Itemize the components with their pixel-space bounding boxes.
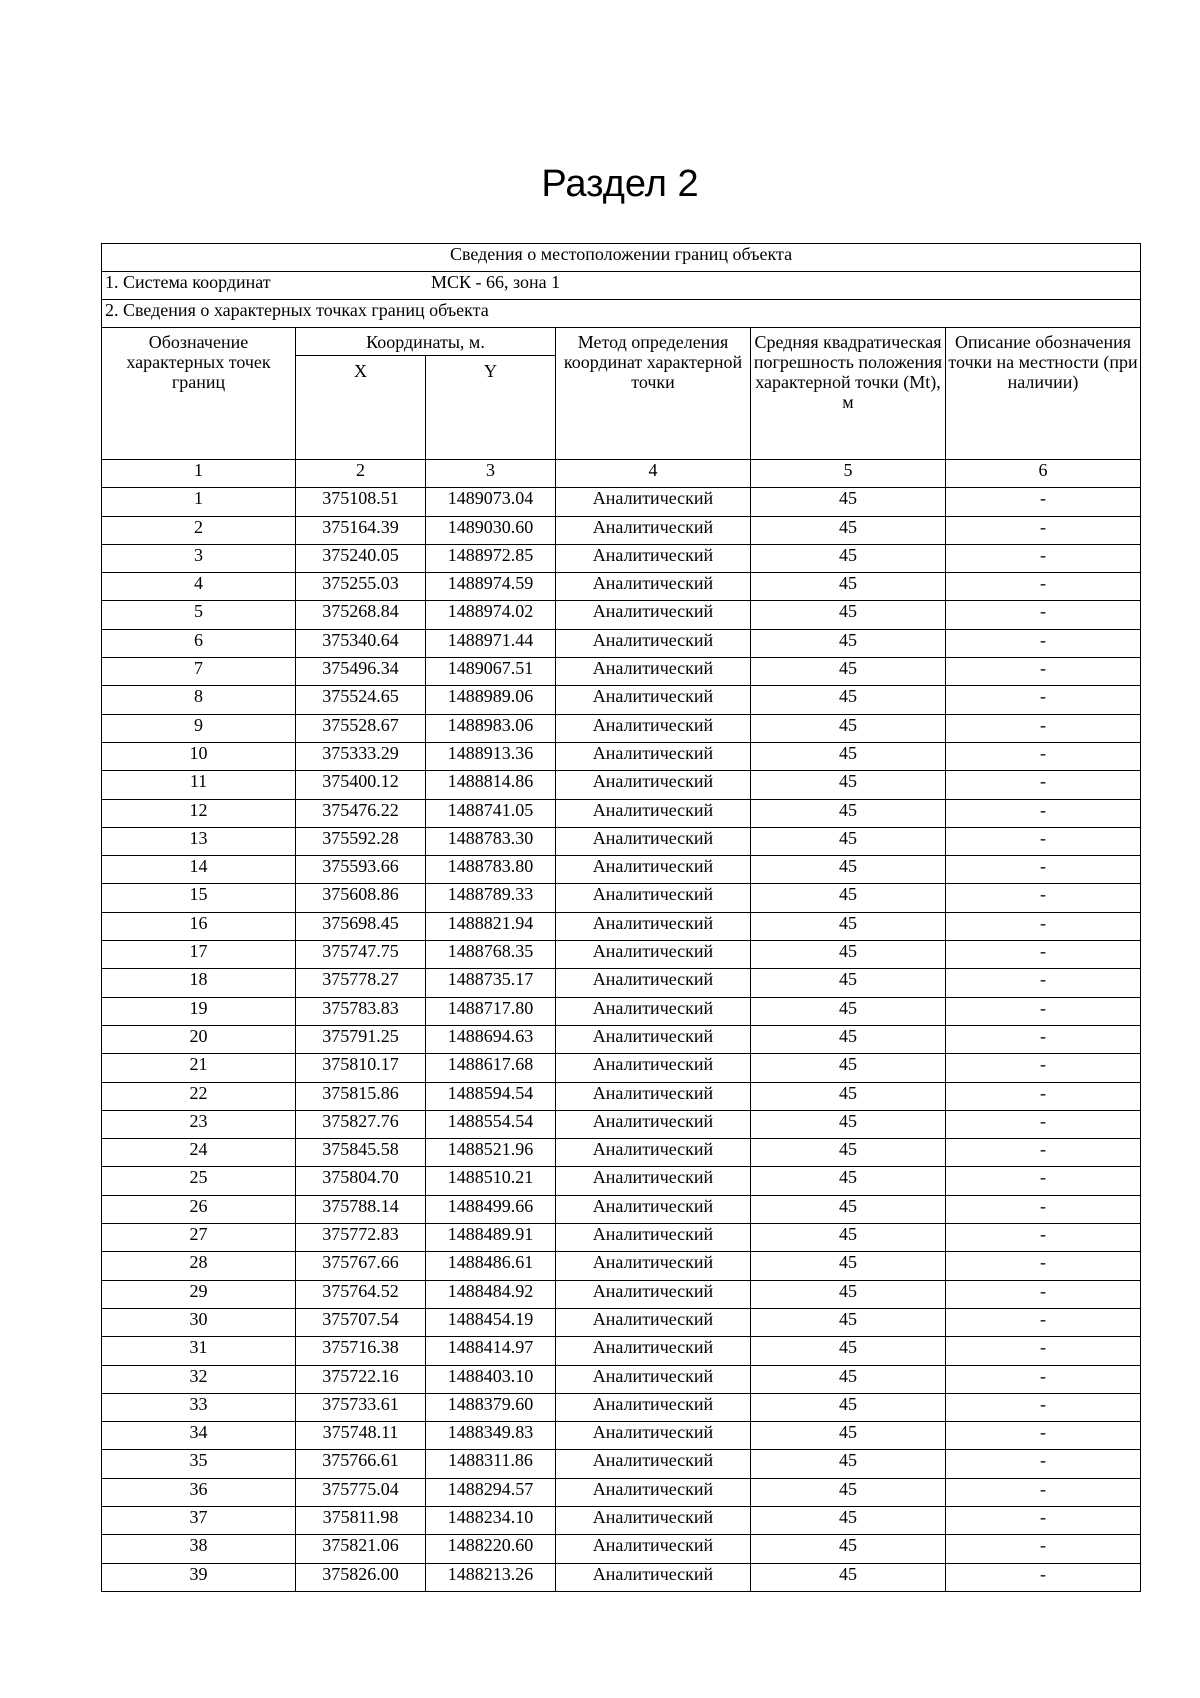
table-row bbox=[102, 997, 1141, 1025]
cell-coord-x: 375608.86 bbox=[296, 884, 426, 912]
cell-coord-x: 375400.12 bbox=[296, 771, 426, 799]
cell-coord-y: 1488783.80 bbox=[426, 856, 556, 884]
coord-system-label: 1. Система координат bbox=[105, 272, 271, 292]
cell-coord-x: 375764.52 bbox=[296, 1280, 426, 1308]
cell-coord-y: 1488554.54 bbox=[426, 1110, 556, 1138]
cell-description: - bbox=[946, 1252, 1141, 1280]
cell-coord-x: 375827.76 bbox=[296, 1110, 426, 1138]
cell-description: - bbox=[946, 969, 1141, 997]
cell-description: - bbox=[946, 1450, 1141, 1478]
cell-point-number: 3 bbox=[102, 544, 296, 572]
cell-coord-x: 375804.70 bbox=[296, 1167, 426, 1195]
cell-coord-y: 1488972.85 bbox=[426, 544, 556, 572]
cell-method: Аналитический bbox=[556, 1110, 751, 1138]
cell-coord-y: 1488234.10 bbox=[426, 1506, 556, 1534]
cell-point-number: 6 bbox=[102, 629, 296, 657]
table-row bbox=[102, 771, 1141, 799]
cell-coord-y: 1488694.63 bbox=[426, 1025, 556, 1053]
cell-method: Аналитический bbox=[556, 1478, 751, 1506]
cell-mean-error: 45 bbox=[751, 601, 946, 629]
table-row bbox=[102, 1280, 1141, 1308]
cell-coord-y: 1488294.57 bbox=[426, 1478, 556, 1506]
cell-point-number: 11 bbox=[102, 771, 296, 799]
cell-mean-error: 45 bbox=[751, 969, 946, 997]
cell-coord-x: 375164.39 bbox=[296, 516, 426, 544]
cell-coord-x: 375707.54 bbox=[296, 1308, 426, 1336]
cell-method: Аналитический bbox=[556, 969, 751, 997]
cell-mean-error: 45 bbox=[751, 997, 946, 1025]
cell-point-number: 35 bbox=[102, 1450, 296, 1478]
cell-coord-y: 1488489.91 bbox=[426, 1224, 556, 1252]
cell-coord-y: 1488486.61 bbox=[426, 1252, 556, 1280]
cell-description: - bbox=[946, 1478, 1141, 1506]
table-row bbox=[102, 941, 1141, 969]
cell-mean-error: 45 bbox=[751, 1450, 946, 1478]
table-row bbox=[102, 1167, 1141, 1195]
table-row bbox=[102, 969, 1141, 997]
cell-coord-x: 375826.00 bbox=[296, 1563, 426, 1591]
table-row bbox=[102, 1195, 1141, 1223]
cell-coord-x: 375778.27 bbox=[296, 969, 426, 997]
cell-point-number: 33 bbox=[102, 1393, 296, 1421]
header-coordinates: Координаты, м. bbox=[296, 328, 556, 356]
table-row bbox=[102, 1025, 1141, 1053]
cell-description: - bbox=[946, 544, 1141, 572]
cell-method: Аналитический bbox=[556, 516, 751, 544]
cell-coord-y: 1488971.44 bbox=[426, 629, 556, 657]
cell-coord-y: 1488814.86 bbox=[426, 771, 556, 799]
cell-description: - bbox=[946, 884, 1141, 912]
cell-method: Аналитический bbox=[556, 573, 751, 601]
cell-description: - bbox=[946, 742, 1141, 770]
cell-point-number: 36 bbox=[102, 1478, 296, 1506]
cell-point-number: 1 bbox=[102, 488, 296, 516]
cell-point-number: 18 bbox=[102, 969, 296, 997]
cell-coord-x: 375810.17 bbox=[296, 1054, 426, 1082]
cell-coord-x: 375716.38 bbox=[296, 1337, 426, 1365]
cell-coord-y: 1488213.26 bbox=[426, 1563, 556, 1591]
cell-coord-y: 1488783.30 bbox=[426, 827, 556, 855]
cell-coord-y: 1488379.60 bbox=[426, 1393, 556, 1421]
cell-coord-y: 1488717.80 bbox=[426, 997, 556, 1025]
cell-coord-y: 1488974.59 bbox=[426, 573, 556, 601]
cell-description: - bbox=[946, 1393, 1141, 1421]
table-row bbox=[102, 1506, 1141, 1534]
cell-description: - bbox=[946, 1224, 1141, 1252]
cell-method: Аналитический bbox=[556, 997, 751, 1025]
cell-coord-x: 375788.14 bbox=[296, 1195, 426, 1223]
cell-point-number: 34 bbox=[102, 1422, 296, 1450]
cell-mean-error: 45 bbox=[751, 1563, 946, 1591]
cell-method: Аналитический bbox=[556, 1563, 751, 1591]
cell-coord-x: 375333.29 bbox=[296, 742, 426, 770]
cell-mean-error: 45 bbox=[751, 884, 946, 912]
table-row bbox=[102, 1478, 1141, 1506]
cell-description: - bbox=[946, 1422, 1141, 1450]
cell-mean-error: 45 bbox=[751, 1365, 946, 1393]
column-number: 2 bbox=[296, 460, 426, 488]
cell-coord-x: 375108.51 bbox=[296, 488, 426, 516]
table-row bbox=[102, 742, 1141, 770]
cell-mean-error: 45 bbox=[751, 573, 946, 601]
cell-mean-error: 45 bbox=[751, 1535, 946, 1563]
cell-mean-error: 45 bbox=[751, 1506, 946, 1534]
cell-mean-error: 45 bbox=[751, 1139, 946, 1167]
table-row bbox=[102, 1563, 1141, 1591]
cell-coord-y: 1488220.60 bbox=[426, 1535, 556, 1563]
cell-coord-y: 1488768.35 bbox=[426, 941, 556, 969]
cell-point-number: 39 bbox=[102, 1563, 296, 1591]
cell-mean-error: 45 bbox=[751, 629, 946, 657]
table-row bbox=[102, 1139, 1141, 1167]
cell-mean-error: 45 bbox=[751, 1337, 946, 1365]
cell-mean-error: 45 bbox=[751, 856, 946, 884]
cell-description: - bbox=[946, 856, 1141, 884]
table-row bbox=[102, 488, 1141, 516]
cell-point-number: 25 bbox=[102, 1167, 296, 1195]
cell-method: Аналитический bbox=[556, 856, 751, 884]
cell-coord-y: 1488414.97 bbox=[426, 1337, 556, 1365]
cell-mean-error: 45 bbox=[751, 1167, 946, 1195]
cell-method: Аналитический bbox=[556, 1393, 751, 1421]
table-row bbox=[102, 601, 1141, 629]
cell-point-number: 37 bbox=[102, 1506, 296, 1534]
cell-method: Аналитический bbox=[556, 799, 751, 827]
cell-method: Аналитический bbox=[556, 488, 751, 516]
cell-method: Аналитический bbox=[556, 1280, 751, 1308]
cell-method: Аналитический bbox=[556, 544, 751, 572]
table-row bbox=[102, 516, 1141, 544]
cell-point-number: 19 bbox=[102, 997, 296, 1025]
cell-method: Аналитический bbox=[556, 912, 751, 940]
cell-mean-error: 45 bbox=[751, 1422, 946, 1450]
cell-description: - bbox=[946, 658, 1141, 686]
table-row bbox=[102, 884, 1141, 912]
cell-method: Аналитический bbox=[556, 742, 751, 770]
column-number: 3 bbox=[426, 460, 556, 488]
cell-method: Аналитический bbox=[556, 1224, 751, 1252]
cell-point-number: 38 bbox=[102, 1535, 296, 1563]
cell-coord-x: 375766.61 bbox=[296, 1450, 426, 1478]
boundary-points-table bbox=[101, 243, 1141, 1592]
cell-point-number: 14 bbox=[102, 856, 296, 884]
cell-mean-error: 45 bbox=[751, 1224, 946, 1252]
cell-method: Аналитический bbox=[556, 1506, 751, 1534]
cell-mean-error: 45 bbox=[751, 488, 946, 516]
cell-description: - bbox=[946, 1308, 1141, 1336]
cell-point-number: 23 bbox=[102, 1110, 296, 1138]
cell-coord-y: 1488510.21 bbox=[426, 1167, 556, 1195]
cell-description: - bbox=[946, 1280, 1141, 1308]
cell-coord-y: 1488789.33 bbox=[426, 884, 556, 912]
cell-point-number: 7 bbox=[102, 658, 296, 686]
cell-mean-error: 45 bbox=[751, 1308, 946, 1336]
column-number: 6 bbox=[946, 460, 1141, 488]
cell-point-number: 24 bbox=[102, 1139, 296, 1167]
cell-coord-y: 1488403.10 bbox=[426, 1365, 556, 1393]
cell-mean-error: 45 bbox=[751, 1110, 946, 1138]
cell-coord-y: 1488594.54 bbox=[426, 1082, 556, 1110]
table-row bbox=[102, 1224, 1141, 1252]
cell-description: - bbox=[946, 488, 1141, 516]
cell-method: Аналитический bbox=[556, 884, 751, 912]
cell-coord-y: 1488821.94 bbox=[426, 912, 556, 940]
cell-coord-x: 375592.28 bbox=[296, 827, 426, 855]
table-row bbox=[102, 1337, 1141, 1365]
cell-point-number: 15 bbox=[102, 884, 296, 912]
table-row bbox=[102, 1450, 1141, 1478]
cell-method: Аналитический bbox=[556, 658, 751, 686]
header-point-designation: Обозначение характерных точек границ bbox=[102, 328, 296, 460]
column-number: 4 bbox=[556, 460, 751, 488]
cell-coord-x: 375733.61 bbox=[296, 1393, 426, 1421]
table-row bbox=[102, 912, 1141, 940]
table-caption: Сведения о местоположении границ объекта bbox=[102, 244, 1141, 272]
cell-mean-error: 45 bbox=[751, 1195, 946, 1223]
cell-coord-y: 1488454.19 bbox=[426, 1308, 556, 1336]
cell-point-number: 30 bbox=[102, 1308, 296, 1336]
cell-description: - bbox=[946, 601, 1141, 629]
cell-coord-x: 375772.83 bbox=[296, 1224, 426, 1252]
cell-description: - bbox=[946, 516, 1141, 544]
cell-point-number: 17 bbox=[102, 941, 296, 969]
cell-coord-y: 1489030.60 bbox=[426, 516, 556, 544]
cell-point-number: 10 bbox=[102, 742, 296, 770]
table-row bbox=[102, 544, 1141, 572]
cell-coord-x: 375821.06 bbox=[296, 1535, 426, 1563]
cell-method: Аналитический bbox=[556, 1082, 751, 1110]
table-row bbox=[102, 1054, 1141, 1082]
cell-method: Аналитический bbox=[556, 1308, 751, 1336]
cell-description: - bbox=[946, 799, 1141, 827]
cell-mean-error: 45 bbox=[751, 912, 946, 940]
cell-coord-y: 1488989.06 bbox=[426, 686, 556, 714]
cell-mean-error: 45 bbox=[751, 1252, 946, 1280]
section2-label: 2. Сведения о характерных точках границ объекта bbox=[102, 300, 1141, 328]
cell-coord-x: 375496.34 bbox=[296, 658, 426, 686]
cell-method: Аналитический bbox=[556, 1252, 751, 1280]
cell-method: Аналитический bbox=[556, 1365, 751, 1393]
cell-coord-y: 1488521.96 bbox=[426, 1139, 556, 1167]
cell-mean-error: 45 bbox=[751, 1393, 946, 1421]
cell-coord-y: 1488974.02 bbox=[426, 601, 556, 629]
cell-coord-x: 375722.16 bbox=[296, 1365, 426, 1393]
cell-description: - bbox=[946, 1054, 1141, 1082]
cell-coord-x: 375815.86 bbox=[296, 1082, 426, 1110]
cell-point-number: 4 bbox=[102, 573, 296, 601]
cell-point-number: 21 bbox=[102, 1054, 296, 1082]
cell-description: - bbox=[946, 573, 1141, 601]
cell-description: - bbox=[946, 1365, 1141, 1393]
cell-coord-y: 1488484.92 bbox=[426, 1280, 556, 1308]
cell-description: - bbox=[946, 1110, 1141, 1138]
cell-mean-error: 45 bbox=[751, 1280, 946, 1308]
cell-coord-x: 375775.04 bbox=[296, 1478, 426, 1506]
column-number: 1 bbox=[102, 460, 296, 488]
table-row bbox=[102, 1365, 1141, 1393]
cell-point-number: 20 bbox=[102, 1025, 296, 1053]
cell-coord-x: 375268.84 bbox=[296, 601, 426, 629]
cell-mean-error: 45 bbox=[751, 516, 946, 544]
cell-description: - bbox=[946, 629, 1141, 657]
cell-description: - bbox=[946, 1337, 1141, 1365]
table-row bbox=[102, 1393, 1141, 1421]
table-row bbox=[102, 827, 1141, 855]
header-x: X bbox=[296, 356, 426, 460]
cell-point-number: 5 bbox=[102, 601, 296, 629]
cell-method: Аналитический bbox=[556, 941, 751, 969]
cell-point-number: 8 bbox=[102, 686, 296, 714]
header-method: Метод определения координат характерной точки bbox=[556, 328, 751, 460]
cell-description: - bbox=[946, 1563, 1141, 1591]
table-row bbox=[102, 1535, 1141, 1563]
cell-coord-y: 1488617.68 bbox=[426, 1054, 556, 1082]
cell-method: Аналитический bbox=[556, 1422, 751, 1450]
cell-description: - bbox=[946, 912, 1141, 940]
cell-point-number: 16 bbox=[102, 912, 296, 940]
cell-coord-x: 375845.58 bbox=[296, 1139, 426, 1167]
cell-point-number: 28 bbox=[102, 1252, 296, 1280]
cell-coord-y: 1488913.36 bbox=[426, 742, 556, 770]
cell-description: - bbox=[946, 1139, 1141, 1167]
table-row bbox=[102, 799, 1141, 827]
cell-method: Аналитический bbox=[556, 714, 751, 742]
cell-method: Аналитический bbox=[556, 1535, 751, 1563]
cell-point-number: 26 bbox=[102, 1195, 296, 1223]
column-number: 5 bbox=[751, 460, 946, 488]
cell-coord-y: 1488311.86 bbox=[426, 1450, 556, 1478]
table-row bbox=[102, 1422, 1141, 1450]
cell-method: Аналитический bbox=[556, 771, 751, 799]
cell-mean-error: 45 bbox=[751, 771, 946, 799]
cell-point-number: 32 bbox=[102, 1365, 296, 1393]
cell-coord-x: 375698.45 bbox=[296, 912, 426, 940]
table-row bbox=[102, 1252, 1141, 1280]
cell-coord-x: 375255.03 bbox=[296, 573, 426, 601]
table-row bbox=[102, 686, 1141, 714]
table-row bbox=[102, 1082, 1141, 1110]
cell-method: Аналитический bbox=[556, 827, 751, 855]
page-title: Раздел 2 bbox=[541, 163, 699, 205]
cell-coord-x: 375783.83 bbox=[296, 997, 426, 1025]
cell-coord-x: 375476.22 bbox=[296, 799, 426, 827]
cell-coord-x: 375240.05 bbox=[296, 544, 426, 572]
cell-method: Аналитический bbox=[556, 1450, 751, 1478]
cell-mean-error: 45 bbox=[751, 827, 946, 855]
cell-mean-error: 45 bbox=[751, 658, 946, 686]
cell-description: - bbox=[946, 771, 1141, 799]
table-row bbox=[102, 1110, 1141, 1138]
cell-coord-y: 1488735.17 bbox=[426, 969, 556, 997]
cell-coord-y: 1488349.83 bbox=[426, 1422, 556, 1450]
cell-point-number: 12 bbox=[102, 799, 296, 827]
header-description: Описание обозначения точки на местности (при наличии) bbox=[946, 328, 1141, 460]
header-y: Y bbox=[426, 356, 556, 460]
cell-coord-x: 375340.64 bbox=[296, 629, 426, 657]
header-mean-error: Средняя квадратическая погрешность положения характерной точки (Mt), м bbox=[751, 328, 946, 460]
cell-description: - bbox=[946, 1535, 1141, 1563]
cell-method: Аналитический bbox=[556, 1195, 751, 1223]
cell-coord-y: 1489067.51 bbox=[426, 658, 556, 686]
table-row bbox=[102, 856, 1141, 884]
cell-description: - bbox=[946, 1506, 1141, 1534]
cell-method: Аналитический bbox=[556, 629, 751, 657]
cell-coord-y: 1488983.06 bbox=[426, 714, 556, 742]
cell-method: Аналитический bbox=[556, 1167, 751, 1195]
cell-point-number: 22 bbox=[102, 1082, 296, 1110]
cell-mean-error: 45 bbox=[751, 1054, 946, 1082]
cell-method: Аналитический bbox=[556, 1054, 751, 1082]
cell-coord-y: 1488741.05 bbox=[426, 799, 556, 827]
cell-point-number: 13 bbox=[102, 827, 296, 855]
cell-point-number: 2 bbox=[102, 516, 296, 544]
cell-point-number: 29 bbox=[102, 1280, 296, 1308]
table-row bbox=[102, 1308, 1141, 1336]
cell-point-number: 31 bbox=[102, 1337, 296, 1365]
table-row bbox=[102, 573, 1141, 601]
cell-description: - bbox=[946, 941, 1141, 969]
table-row bbox=[102, 658, 1141, 686]
cell-coord-y: 1489073.04 bbox=[426, 488, 556, 516]
cell-description: - bbox=[946, 714, 1141, 742]
cell-coord-x: 375524.65 bbox=[296, 686, 426, 714]
cell-coord-x: 375791.25 bbox=[296, 1025, 426, 1053]
cell-method: Аналитический bbox=[556, 1025, 751, 1053]
cell-coord-x: 375767.66 bbox=[296, 1252, 426, 1280]
cell-mean-error: 45 bbox=[751, 799, 946, 827]
cell-description: - bbox=[946, 1025, 1141, 1053]
coord-system-row bbox=[102, 272, 1141, 300]
cell-coord-x: 375528.67 bbox=[296, 714, 426, 742]
cell-mean-error: 45 bbox=[751, 1478, 946, 1506]
coord-system-value: МСК - 66, зона 1 bbox=[431, 272, 561, 292]
cell-point-number: 27 bbox=[102, 1224, 296, 1252]
cell-coord-x: 375811.98 bbox=[296, 1506, 426, 1534]
cell-mean-error: 45 bbox=[751, 1025, 946, 1053]
cell-method: Аналитический bbox=[556, 1139, 751, 1167]
cell-method: Аналитический bbox=[556, 1337, 751, 1365]
cell-mean-error: 45 bbox=[751, 544, 946, 572]
cell-description: - bbox=[946, 1167, 1141, 1195]
cell-coord-y: 1488499.66 bbox=[426, 1195, 556, 1223]
cell-mean-error: 45 bbox=[751, 742, 946, 770]
cell-mean-error: 45 bbox=[751, 714, 946, 742]
cell-description: - bbox=[946, 997, 1141, 1025]
table-row bbox=[102, 714, 1141, 742]
column-numbers-row bbox=[102, 460, 1141, 488]
cell-description: - bbox=[946, 827, 1141, 855]
cell-coord-x: 375747.75 bbox=[296, 941, 426, 969]
cell-method: Аналитический bbox=[556, 601, 751, 629]
cell-coord-x: 375748.11 bbox=[296, 1422, 426, 1450]
table-row bbox=[102, 629, 1141, 657]
cell-method: Аналитический bbox=[556, 686, 751, 714]
cell-point-number: 9 bbox=[102, 714, 296, 742]
cell-description: - bbox=[946, 1195, 1141, 1223]
cell-description: - bbox=[946, 686, 1141, 714]
cell-coord-x: 375593.66 bbox=[296, 856, 426, 884]
cell-mean-error: 45 bbox=[751, 1082, 946, 1110]
cell-mean-error: 45 bbox=[751, 941, 946, 969]
cell-description: - bbox=[946, 1082, 1141, 1110]
cell-mean-error: 45 bbox=[751, 686, 946, 714]
